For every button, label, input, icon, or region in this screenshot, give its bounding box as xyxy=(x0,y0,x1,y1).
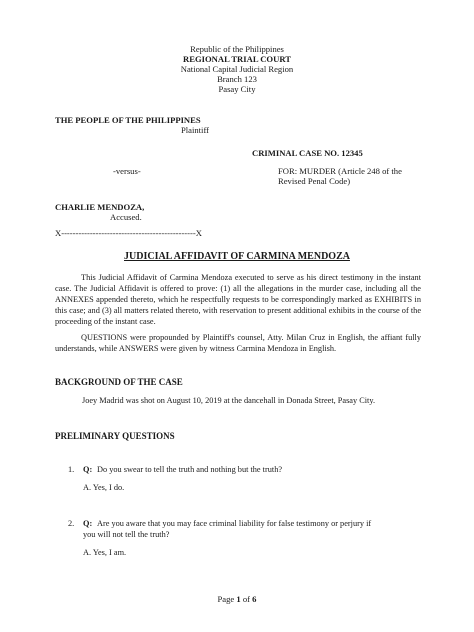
page-current: 1 xyxy=(236,594,241,604)
caption-separator: X-----------------------------------------------X xyxy=(55,228,202,238)
document-title: JUDICIAL AFFIDAVIT OF CARMINA MENDOZA xyxy=(124,251,350,262)
page-number xyxy=(0,594,474,604)
questions-paragraph: QUESTIONS were propounded by Plaintiff's counsel, Atty. Milan Cruz in English, the affiant fully understands, while ANSWERS were given by witness Carmina Mendoza in English. xyxy=(55,333,421,353)
question-text: Are you aware that you may face criminal liability for false testimony or perjury if xyxy=(97,519,372,528)
preliminary-heading: PRELIMINARY QUESTIONS xyxy=(55,431,175,441)
caption-plaintiff: THE PEOPLE OF THE PHILIPPINES xyxy=(55,115,201,125)
question-label: Q: xyxy=(83,519,93,528)
question-number: 2. xyxy=(68,519,75,528)
header-region: National Capital Judicial Region xyxy=(180,64,294,74)
caption-charge-line1: FOR: MURDER (Article 248 of the xyxy=(278,166,402,176)
caption-versus: -versus- xyxy=(113,166,141,176)
background-text: Joey Madrid was shot on August 10, 2019 at the dancehall in Donada Street, Pasay City. xyxy=(82,396,376,405)
page-total: 6 xyxy=(252,594,257,604)
caption-charge-line2: Revised Penal Code) xyxy=(278,176,351,186)
question-number: 1. xyxy=(68,465,75,474)
header-court: REGIONAL TRIAL COURT xyxy=(183,54,291,64)
caption-plaintiff-role: Plaintiff xyxy=(181,125,210,135)
caption-case-number: CRIMINAL CASE NO. 12345 xyxy=(252,148,363,158)
answer-text: A. Yes, I am. xyxy=(83,548,127,557)
page-label: Page xyxy=(217,594,235,604)
page-of: of xyxy=(242,594,251,604)
header-branch: Branch 123 xyxy=(217,74,257,84)
question-text-continued: you will not tell the truth? xyxy=(83,530,170,539)
header-republic: Republic of the Philippines xyxy=(190,44,284,54)
question-label: Q: xyxy=(83,465,93,474)
caption-accused-role: Accused. xyxy=(110,212,142,222)
question-text: Do you swear to tell the truth and nothing but the truth? xyxy=(97,465,283,474)
intro-paragraph: This Judicial Affidavit of Carmina Mendoza executed to serve as his direct testimony in the instant case. The Judicial Affidavit is offered to prove: (1) all the allegations in the murder case, including all the ANNEXES appended thereto, which he respectfully requests to be correspondingly marked as EXHIBITS in this case; and (3) all matters related thereto, with reservation to present additional exhibits in the course of the proceeding of the instant case. xyxy=(55,273,421,326)
caption-accused: CHARLIE MENDOZA, xyxy=(55,202,145,212)
answer-text: A. Yes, I do. xyxy=(83,483,125,492)
header-city: Pasay City xyxy=(218,84,256,94)
background-heading: BACKGROUND OF THE CASE xyxy=(55,377,183,387)
